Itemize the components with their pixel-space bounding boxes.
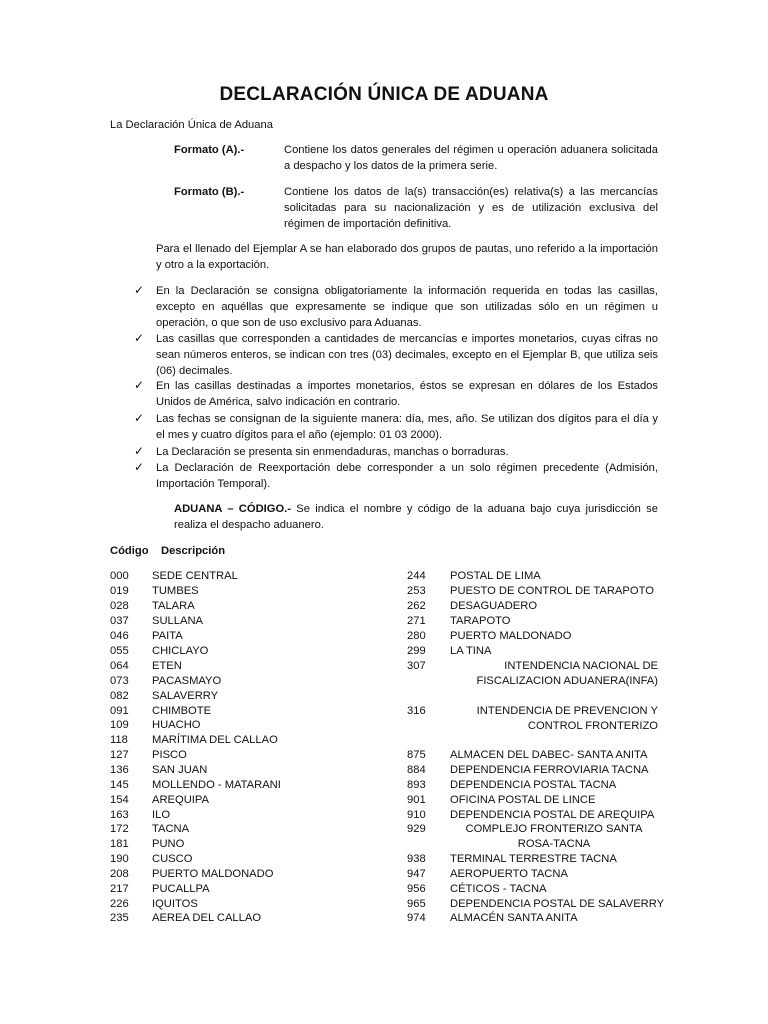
code-row-055: 055	[110, 645, 129, 657]
page-title: DECLARACIÓN ÚNICA DE ADUANA	[219, 84, 549, 105]
code-row-901: 901	[407, 794, 426, 806]
check-icon: ✓	[134, 411, 145, 425]
code-row-244: 244	[407, 570, 426, 582]
code-desc: AREQUIPA	[152, 794, 209, 806]
format-b-label: Formato (B).-	[174, 186, 245, 198]
aduana-paragraph	[174, 501, 658, 533]
code-row-127: 127	[110, 749, 129, 761]
code-desc: PUNO	[152, 838, 185, 850]
pautas-text: Para el llenado del Ejemplar A se han elaborado dos grupos de pautas, uno referido a la importación y otro a la exportación.	[156, 243, 658, 271]
bullet-item: Las fechas se consignan de la siguiente manera: día, mes, año. Se utilizan dos dígitos para el día y el mes y cuatro dígitos para el año (ejemplo: 01 03 2000).	[156, 413, 658, 441]
code-row-893: 893	[407, 779, 426, 791]
code-desc: SEDE CENTRAL	[152, 570, 238, 582]
code-row-947: 947	[407, 868, 426, 880]
code-row-253: 253	[407, 585, 426, 597]
code-row-046: 046	[110, 630, 129, 642]
code-row-974: 974	[407, 912, 426, 924]
code-desc: SULLANA	[152, 615, 203, 627]
code-desc: ETEN	[152, 660, 182, 672]
aduana-text: Se indica el nombre y código de la aduana bajo cuya jurisdicción se realiza el despacho aduanero.	[174, 503, 658, 531]
code-desc: COMPLEJO FRONTERIZO SANTA ROSA-TACNA	[465, 823, 643, 850]
code-desc: AEREA DEL CALLAO	[152, 912, 262, 924]
bullet-item: Las casillas que corresponden a cantidades de mercancías e importes monetarios, cuyas cifras no sean números enteros, se indican con tres (03) decimales, excepto en el Ejemplar B, que utiliza seis (06) decimales.	[156, 333, 658, 377]
code-row-965: 965	[407, 898, 426, 910]
code-desc: DEPENDENCIA POSTAL DE AREQUIPA	[450, 809, 655, 821]
code-desc: CHICLAYO	[152, 645, 209, 657]
bullet-item: La Declaración de Reexportación debe corresponder a un solo régimen precedente (Admisión, Importación Temporal).	[156, 462, 658, 490]
format-a-text: Contiene los datos generales del régimen u operación aduanera solicitada a despacho y los datos de la primera serie.	[284, 144, 658, 172]
code-row-226: 226	[110, 898, 129, 910]
header-code: Código	[110, 545, 149, 557]
code-desc: MARÍTIMA DEL CALLAO	[152, 734, 278, 746]
code-desc: ALMACEN DEL DABEC- SANTA ANITA	[450, 749, 648, 761]
code-row-307: 307	[407, 660, 426, 672]
code-row-235: 235	[110, 912, 129, 924]
code-row-262: 262	[407, 600, 426, 612]
code-desc: DEPENDENCIA POSTAL TACNA	[450, 779, 617, 791]
bullet-item: En las casillas destinadas a importes monetarios, éstos se expresan en dólares de los Estados Unidos de América, salvo indicación en contrario.	[156, 380, 658, 408]
code-desc: OFICINA POSTAL DE LINCE	[450, 794, 596, 806]
code-desc: ALMACÉN SANTA ANITA	[450, 912, 578, 924]
code-row-181: 181	[110, 838, 129, 850]
code-row-190: 190	[110, 853, 129, 865]
code-row-073: 073	[110, 675, 129, 687]
code-desc: PUESTO DE CONTROL DE TARAPOTO	[450, 585, 654, 597]
code-row-064: 064	[110, 660, 129, 672]
code-desc: PUCALLPA	[152, 883, 210, 895]
code-row-875: 875	[407, 749, 426, 761]
code-desc: PISCO	[152, 749, 187, 761]
code-row-884: 884	[407, 764, 426, 776]
code-row-299: 299	[407, 645, 426, 657]
code-row-028: 028	[110, 600, 129, 612]
code-desc: PUERTO MALDONADO	[450, 630, 572, 642]
code-row-163: 163	[110, 809, 129, 821]
code-desc: PACASMAYO	[152, 675, 222, 687]
code-desc: TACNA	[152, 823, 190, 835]
code-desc: SAN JUAN	[152, 764, 208, 776]
code-desc: DESAGUADERO	[450, 600, 538, 612]
format-a-label: Formato (A).-	[174, 144, 245, 156]
code-desc: TERMINAL TERRESTRE TACNA	[450, 853, 617, 865]
code-row-109: 109	[110, 719, 129, 731]
code-row-154: 154	[110, 794, 129, 806]
code-desc: INTENDENCIA NACIONAL DE FISCALIZACION ADUANERA(INFA)	[476, 660, 658, 687]
code-row-136: 136	[110, 764, 129, 776]
code-desc: POSTAL DE LIMA	[450, 570, 541, 582]
bullet-item: En la Declaración se consigna obligatoriamente la información requerida en todas las casillas, excepto en aquéllas que expresamente se indique que son utilizadas sólo en un régimen u operación, o que son de uso exclusivo para Aduanas.	[156, 285, 658, 329]
code-desc: INTENDENCIA DE PREVENCION Y CONTROL FRONTERIZO	[476, 705, 658, 732]
code-desc: TUMBES	[152, 585, 199, 597]
code-desc: CHIMBOTE	[152, 705, 212, 717]
code-desc: DEPENDENCIA FERROVIARIA TACNA	[450, 764, 649, 776]
code-desc: MOLLENDO - MATARANI	[152, 779, 281, 791]
code-row-000: 000	[110, 570, 129, 582]
aduana-label: ADUANA – CÓDIGO.-	[174, 503, 292, 515]
code-row-091: 091	[110, 705, 129, 717]
code-desc: ILO	[152, 809, 171, 821]
code-desc: HUACHO	[152, 719, 201, 731]
code-row-208: 208	[110, 868, 129, 880]
code-desc: LA TINA	[450, 645, 492, 657]
check-icon: ✓	[134, 460, 145, 474]
code-row-037: 037	[110, 615, 129, 627]
code-desc: PUERTO MALDONADO	[152, 868, 274, 880]
code-row-145: 145	[110, 779, 129, 791]
check-icon: ✓	[134, 378, 145, 392]
header-description: Descripción	[161, 545, 226, 557]
check-icon: ✓	[134, 283, 145, 297]
code-desc: CUSCO	[152, 853, 193, 865]
code-row-271: 271	[407, 615, 426, 627]
pautas-paragraph	[156, 241, 658, 273]
code-desc: CÉTICOS - TACNA	[450, 883, 547, 895]
code-desc: DEPENDENCIA POSTAL DE SALAVERRY	[450, 898, 665, 910]
code-row-956: 956	[407, 883, 426, 895]
code-desc: IQUITOS	[152, 898, 198, 910]
code-desc: AEROPUERTO TACNA	[450, 868, 568, 880]
code-desc: PAITA	[152, 630, 183, 642]
check-icon: ✓	[134, 331, 145, 345]
bullet-item: La Declaración se presenta sin enmendaduras, manchas o borraduras.	[156, 446, 509, 458]
code-row-172: 172	[110, 823, 129, 835]
format-b-text: Contiene los datos de la(s) transacción(es) relativa(s) a las mercancías solicitadas para su nacionalización y es de utilización exclusiva del régimen de importación definitiva.	[284, 186, 658, 230]
check-icon: ✓	[134, 444, 145, 458]
code-row-938: 938	[407, 853, 426, 865]
code-row-019: 019	[110, 585, 129, 597]
code-row-280: 280	[407, 630, 426, 642]
code-row-082: 082	[110, 690, 129, 702]
code-row-929: 929	[407, 823, 426, 835]
intro-text: La Declaración Única de Aduana	[110, 119, 273, 131]
code-row-217: 217	[110, 883, 129, 895]
code-desc: SALAVERRY	[152, 690, 219, 702]
code-row-316: 316	[407, 705, 426, 717]
code-row-910: 910	[407, 809, 426, 821]
code-desc: TALARA	[152, 600, 195, 612]
code-desc: TARAPOTO	[450, 615, 511, 627]
code-row-118: 118	[110, 734, 128, 746]
